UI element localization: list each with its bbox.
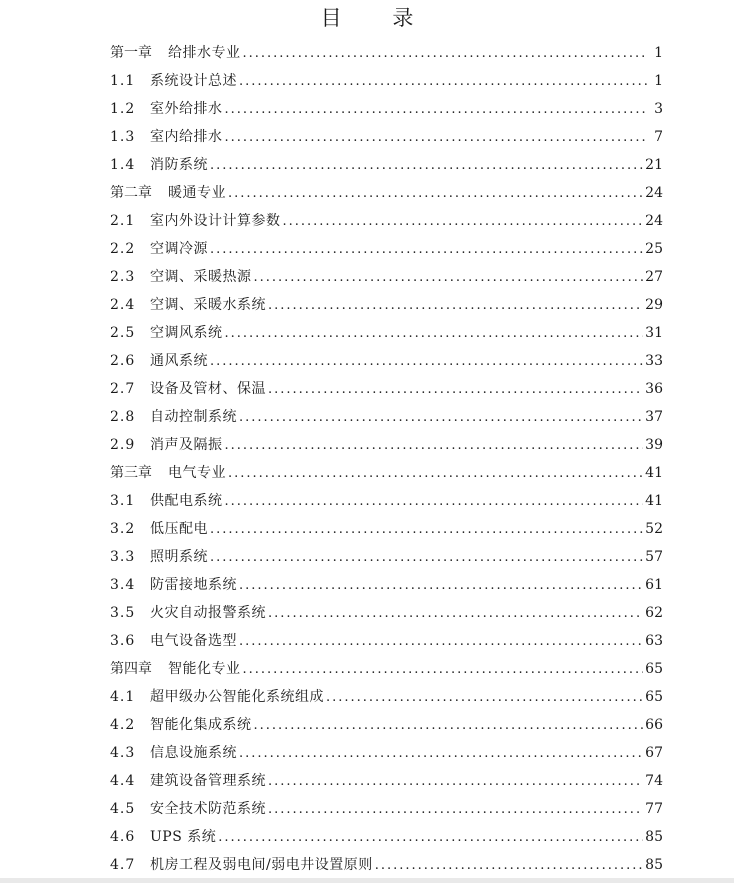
toc-page-number: 1 [654,73,663,89]
toc-entry-number: 3.3 [110,549,136,565]
toc-dot-leader [254,265,644,290]
toc-entry-label: 消声及隔振 [150,437,223,453]
toc-section-row[interactable] [110,769,663,793]
toc-dot-leader [268,769,643,794]
toc-page-number: 74 [645,773,663,789]
toc-entry-number: 3.6 [110,633,136,649]
toc-page-number: 85 [645,857,663,873]
toc-page-number: 21 [645,157,663,173]
toc-entry-number: 4.4 [110,773,136,789]
toc-dot-leader [268,377,643,402]
toc-dot-leader [225,321,644,346]
toc-section-row[interactable] [110,69,663,93]
toc-entry-number: 2.4 [110,297,136,313]
toc-dot-leader [210,349,643,374]
toc-dot-leader [228,181,643,206]
toc-dot-leader [218,825,643,850]
toc-entry-number: 3.4 [110,577,136,593]
toc-entry-label: UPS 系统 [150,829,217,845]
toc-page-number: 27 [645,269,663,285]
toc-dot-leader [326,685,643,710]
toc-page-number: 3 [654,101,663,117]
toc-chapter-row[interactable] [110,41,663,65]
toc-entry-number: 3.2 [110,521,136,537]
toc-section-row[interactable] [110,377,663,401]
toc-section-row[interactable] [110,545,663,569]
toc-entry-number: 2.2 [110,241,136,257]
toc-dot-leader [239,741,643,766]
toc-section-row[interactable] [110,97,663,121]
toc-entry-label: 供配电系统 [150,493,223,509]
toc-page-number: 67 [645,745,663,761]
toc-entry-label: 给排水专业 [168,45,241,61]
toc-section-row[interactable] [110,433,663,457]
toc-dot-leader [225,125,648,150]
toc-entry-label: 室内外设计计算参数 [150,213,281,229]
toc-page-number: 77 [645,801,663,817]
toc-section-row[interactable] [110,825,663,849]
toc-dot-leader [268,601,643,626]
toc-dot-leader [228,461,643,486]
toc-section-row[interactable] [110,237,663,261]
toc-dot-leader [283,209,644,234]
toc-entry-number: 1.4 [110,157,136,173]
toc-dot-leader [210,517,643,542]
toc-entry-number: 第三章 [110,465,152,481]
toc-entry-number: 2.5 [110,325,136,341]
toc-entry-number: 2.9 [110,437,136,453]
toc-page-number: 39 [645,437,663,453]
toc-entry-label: 超甲级办公智能化系统组成 [150,689,324,705]
toc-dot-leader [239,69,647,94]
toc-section-row[interactable] [110,125,663,149]
toc-entry-label: 照明系统 [150,549,208,565]
toc-entry-label: 自动控制系统 [150,409,237,425]
toc-entry-label: 空调、采暖水系统 [150,297,266,313]
toc-entry-number: 2.1 [110,213,136,229]
toc-page-number: 24 [645,185,663,201]
toc-entry-label: 系统设计总述 [150,73,237,89]
toc-entry-number: 3.1 [110,493,136,509]
toc-entry-number: 4.1 [110,689,136,705]
toc-dot-leader [225,433,644,458]
toc-entry-number: 第一章 [110,45,152,61]
toc-dot-leader [268,293,643,318]
toc-dot-leader [225,97,648,122]
toc-page-number: 31 [645,325,663,341]
toc-entry-number: 4.2 [110,717,136,733]
toc-page-number: 61 [645,577,663,593]
toc-entry-label: 安全技术防范系统 [150,801,266,817]
toc-entry-label: 智能化集成系统 [150,717,252,733]
toc-section-row[interactable] [110,517,663,541]
toc-dot-leader [243,41,648,66]
toc-page-number: 36 [645,381,663,397]
toc-page-number: 7 [654,129,663,145]
toc-entry-label: 电气专业 [168,465,226,481]
toc-chapter-row[interactable] [110,657,663,681]
toc-page-number: 62 [645,605,663,621]
toc-entry-label: 低压配电 [150,521,208,537]
toc-page-number: 65 [645,661,663,677]
toc-dot-leader [210,153,643,178]
toc-entry-number: 2.3 [110,269,136,285]
toc-entry-number: 2.7 [110,381,136,397]
toc-section-row[interactable] [110,349,663,373]
toc-page-number: 24 [645,213,663,229]
toc-section-row[interactable] [110,713,663,737]
toc-dot-leader [210,237,643,262]
toc-entry-label: 空调风系统 [150,325,223,341]
toc-page-number: 37 [645,409,663,425]
toc-entry-label: 信息设施系统 [150,745,237,761]
toc-dot-leader [268,797,643,822]
toc-entry-label: 暖通专业 [168,185,226,201]
toc-entry-number: 2.6 [110,353,136,369]
toc-page-number: 66 [645,717,663,733]
toc-section-row[interactable] [110,153,663,177]
toc-page-number: 1 [654,45,663,61]
toc-entry-label: 室内给排水 [150,129,223,145]
toc-entry-label: 机房工程及弱电间/弱电井设置原则 [150,857,373,873]
toc-page-number: 25 [645,241,663,257]
toc-entry-number: 1.3 [110,129,136,145]
toc-dot-leader [254,713,644,738]
toc-page-number: 65 [645,689,663,705]
toc-section-row[interactable] [110,741,663,765]
toc-entry-label: 消防系统 [150,157,208,173]
toc-section-row[interactable] [110,405,663,429]
toc-section-row[interactable] [110,601,663,625]
toc-page-number: 52 [645,521,663,537]
page-bottom-edge [0,878,734,883]
toc-dot-leader [243,657,644,682]
toc-section-row[interactable] [110,573,663,597]
toc-entry-label: 防雷接地系统 [150,577,237,593]
toc-section-row[interactable] [110,797,663,821]
toc-page-number: 33 [645,353,663,369]
toc-section-row[interactable] [110,685,663,709]
toc-section-row[interactable] [110,853,663,877]
toc-page-number: 63 [645,633,663,649]
toc-entry-number: 3.5 [110,605,136,621]
toc-entry-label: 通风系统 [150,353,208,369]
toc-dot-leader [239,405,643,430]
toc-entry-number: 2.8 [110,409,136,425]
toc-entry-label: 空调冷源 [150,241,208,257]
toc-entry-number: 4.6 [110,829,136,845]
toc-section-row[interactable] [110,321,663,345]
toc-page-number: 57 [645,549,663,565]
toc-entry-number: 1.2 [110,101,136,117]
toc-chapter-row[interactable] [110,461,663,485]
toc-page-number: 41 [645,465,663,481]
toc-section-row[interactable] [110,293,663,317]
toc-entry-label: 电气设备选型 [150,633,237,649]
toc-entry-label: 智能化专业 [168,661,241,677]
toc-page-number: 29 [645,297,663,313]
toc-section-row[interactable] [110,209,663,233]
toc-entry-label: 建筑设备管理系统 [150,773,266,789]
toc-entry-label: 空调、采暖热源 [150,269,252,285]
toc-dot-leader [375,853,643,878]
toc-entry-number: 第四章 [110,661,152,677]
toc-entry-label: 设备及管材、保温 [150,381,266,397]
toc-dot-leader [239,629,643,654]
toc-entry-number: 4.7 [110,857,136,873]
toc-section-row[interactable] [110,489,663,513]
page-title: 目 录 [320,6,436,30]
toc-entry-label: 火灾自动报警系统 [150,605,266,621]
toc-chapter-row[interactable] [110,181,663,205]
toc-page-number: 41 [645,493,663,509]
toc-entry-number: 4.5 [110,801,136,817]
toc-entry-number: 1.1 [110,73,136,89]
toc-section-row[interactable] [110,265,663,289]
toc-section-row[interactable] [110,629,663,653]
toc-entry-number: 第二章 [110,185,152,201]
toc-dot-leader [225,489,644,514]
toc-dot-leader [239,573,643,598]
toc-dot-leader [210,545,643,570]
toc-entry-label: 室外给排水 [150,101,223,117]
toc-entry-number: 4.3 [110,745,136,761]
toc-page-number: 85 [645,829,663,845]
